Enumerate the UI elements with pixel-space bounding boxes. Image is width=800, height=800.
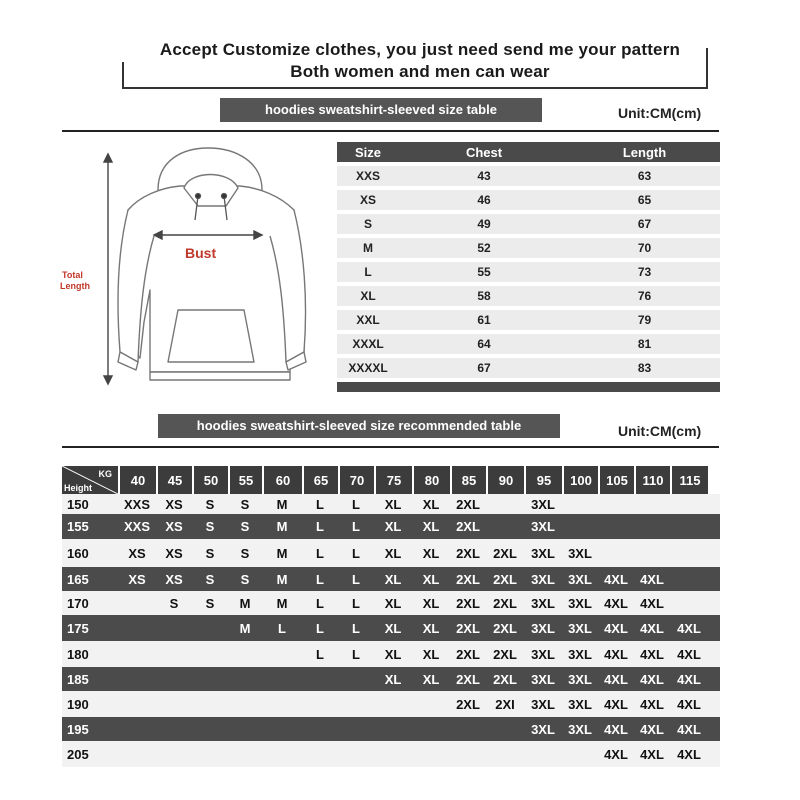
recommended-size-cell (118, 741, 156, 767)
size-table-row (337, 286, 720, 306)
recommended-size-cell (192, 641, 228, 667)
recommended-size-cell: 4XL (640, 646, 664, 662)
recommended-table-row (62, 641, 720, 667)
header-line-2: Both women and men can wear (290, 62, 550, 81)
recommended-size-cell (118, 717, 156, 741)
weight-header-cell: 110 (634, 466, 670, 494)
length-cell: 63 (637, 169, 652, 183)
recommended-size-cell: S (240, 571, 250, 587)
weight-header-cell: 95 (524, 466, 562, 494)
recommended-size-cell: 4XL (604, 571, 628, 587)
height-cell: 160 (67, 545, 89, 561)
length-cell: 76 (637, 289, 652, 303)
recommended-table-unit: Unit:CM(cm) (618, 423, 702, 439)
recommended-size-cell: S (205, 571, 215, 587)
recommended-size-cell: M (276, 545, 288, 561)
height-cell: 195 (67, 721, 89, 737)
recommended-size-cell (118, 615, 156, 641)
recommended-size-cell (156, 667, 192, 691)
recommended-size-cell (670, 514, 708, 539)
recommended-table-row (62, 717, 720, 741)
recommended-size-cell: 3XL (568, 646, 592, 662)
size-table-banner: hoodies sweatshirt-sleeved size table (220, 98, 542, 122)
size-table-row (337, 262, 720, 282)
recommended-size-cell: XXS (123, 519, 150, 534)
recommended-size-cell (228, 641, 262, 667)
height-cell: 185 (67, 671, 89, 687)
recommended-size-cell (412, 741, 450, 767)
chest-cell: 58 (477, 289, 491, 303)
recommended-size-cell: M (276, 595, 288, 611)
recommended-size-cell: 3XL (568, 545, 592, 561)
recommended-size-cell: S (240, 519, 250, 534)
total-length-label-2: Length (60, 281, 90, 291)
recommended-size-cell (634, 514, 670, 539)
recommended-size-cell: 3XL (531, 519, 555, 534)
recommended-size-cell: M (276, 571, 288, 587)
recommended-size-cell (562, 741, 598, 767)
recommended-size-cell (262, 691, 302, 717)
recommended-size-cell (486, 741, 524, 767)
size-table-footer (337, 382, 720, 392)
recommended-size-cell: L (278, 620, 286, 636)
recommended-size-cell: 2XL (456, 545, 480, 561)
recommended-table-row (62, 494, 720, 514)
weight-header-cell: 70 (338, 466, 374, 494)
recommended-size-cell (156, 641, 192, 667)
recommended-size-cell: 2XL (456, 519, 480, 534)
recommended-size-cell: 3XL (568, 620, 592, 636)
length-cell: 67 (637, 217, 652, 231)
recommended-size-cell (338, 717, 374, 741)
weight-header-cell: 80 (412, 466, 450, 494)
recommended-size-cell (670, 494, 708, 514)
recommended-size-cell: 3XL (568, 696, 592, 712)
recommended-size-cell (228, 741, 262, 767)
recommended-size-cell: XL (384, 496, 402, 512)
recommended-size-cell (486, 717, 524, 741)
chest-cell: 55 (477, 265, 491, 279)
recommended-size-cell: 2XL (456, 595, 480, 611)
recommended-size-cell (450, 717, 486, 741)
recommended-size-cell (192, 717, 228, 741)
chest-cell: 64 (477, 337, 491, 351)
recommended-size-cell: L (316, 571, 324, 587)
recommended-size-cell: 2XL (493, 646, 517, 662)
height-cell: 155 (67, 519, 89, 534)
recommended-size-cell (524, 741, 562, 767)
size-table (337, 142, 720, 392)
recommended-size-cell: 4XL (604, 746, 628, 762)
corner-kg-label: KG (98, 469, 112, 479)
recommended-size-cell (262, 741, 302, 767)
recommended-size-cell (598, 539, 634, 567)
recommended-size-cell: L (316, 595, 324, 611)
recommended-size-cell: 3XL (531, 545, 555, 561)
recommended-size-cell: XS (128, 571, 146, 587)
bust-label: Bust (185, 245, 217, 261)
recommended-size-cell (192, 667, 228, 691)
recommended-size-cell: 3XL (531, 671, 555, 687)
length-cell: 79 (637, 313, 652, 327)
recommended-size-cell: XL (422, 545, 440, 561)
recommended-size-cell: XL (422, 571, 440, 587)
weight-header-cell: 90 (486, 466, 524, 494)
recommended-size-cell (156, 615, 192, 641)
recommended-size-cell: L (352, 646, 360, 662)
recommended-size-cell: S (205, 519, 215, 534)
recommended-size-cell: XS (165, 519, 183, 534)
recommended-size-cell: M (276, 519, 288, 534)
recommended-size-cell: L (352, 620, 360, 636)
recommended-size-cell: M (239, 620, 251, 636)
recommended-size-cell (302, 717, 338, 741)
recommended-size-cell: 4XL (640, 671, 664, 687)
recommended-size-cell: XL (384, 519, 402, 534)
recommended-size-cell (670, 591, 708, 615)
recommended-size-cell: 2XL (493, 571, 517, 587)
size-cell: M (363, 241, 373, 255)
corner-height-label: Height (64, 483, 92, 493)
recommended-size-cell (338, 691, 374, 717)
recommended-size-cell: L (352, 571, 360, 587)
recommended-table (62, 466, 720, 767)
size-cell: XXXL (352, 337, 384, 351)
recommended-size-cell: 4XL (604, 671, 628, 687)
recommended-size-cell: 4XL (640, 696, 664, 712)
recommended-size-cell: XS (165, 496, 183, 512)
weight-header-cell: 50 (192, 466, 228, 494)
recommended-size-cell (118, 691, 156, 717)
recommended-size-cell: 4XL (604, 721, 628, 737)
recommended-size-cell: S (240, 545, 250, 561)
recommended-size-cell: 3XL (568, 571, 592, 587)
recommended-size-cell (598, 494, 634, 514)
size-cell: S (363, 217, 372, 231)
height-cell: 170 (67, 595, 89, 611)
recommended-size-cell: XL (384, 671, 402, 687)
length-column-header: Length (622, 144, 667, 160)
recommended-size-cell: XL (384, 595, 402, 611)
recommended-size-cell: L (352, 545, 360, 561)
table-corner-cell (62, 466, 118, 494)
recommended-size-cell: XL (384, 646, 402, 662)
recommended-size-cell (156, 717, 192, 741)
recommended-size-cell (598, 514, 634, 539)
recommended-size-cell (338, 667, 374, 691)
length-cell: 73 (637, 265, 652, 279)
recommended-size-cell: 3XL (531, 595, 555, 611)
recommended-size-cell: 3XL (568, 595, 592, 611)
recommended-size-cell: 4XL (677, 671, 701, 687)
weight-header-cell: 65 (302, 466, 338, 494)
header-bracket-bottom (122, 87, 708, 89)
weight-header-cell: 55 (228, 466, 262, 494)
recommended-size-cell: 3XL (531, 721, 555, 737)
recommended-size-cell: M (239, 595, 251, 611)
recommended-size-cell: S (205, 595, 215, 611)
recommended-size-cell: 4XL (677, 646, 701, 662)
recommended-size-cell (228, 717, 262, 741)
size-table-row (337, 190, 720, 210)
chest-cell: 61 (477, 313, 491, 327)
recommended-size-cell (374, 717, 412, 741)
hoodie-illustration (58, 140, 328, 390)
size-table-unit: Unit:CM(cm) (618, 105, 702, 121)
recommended-size-cell: L (352, 496, 360, 512)
recommended-size-cell (374, 741, 412, 767)
weight-header-cell: 115 (670, 466, 708, 494)
recommended-size-cell: 4XL (640, 721, 664, 737)
recommended-table-row (62, 514, 720, 539)
recommended-size-cell: L (316, 646, 324, 662)
recommended-size-cell: XL (384, 571, 402, 587)
recommended-size-cell (228, 667, 262, 691)
size-cell: XXXXL (348, 361, 388, 375)
size-cell: XXL (356, 313, 380, 327)
size-cell: XS (359, 193, 376, 207)
recommended-size-cell: L (316, 519, 324, 534)
recommended-size-cell: L (316, 545, 324, 561)
recommended-size-cell: XL (384, 545, 402, 561)
size-table-row (337, 310, 720, 330)
recommended-table-header (62, 466, 720, 494)
recommended-size-cell: 2XL (456, 571, 480, 587)
recommended-size-cell (262, 667, 302, 691)
weight-header-cell: 85 (450, 466, 486, 494)
section-divider-bottom (62, 446, 719, 448)
recommended-table-row (62, 667, 720, 691)
recommended-size-cell (192, 691, 228, 717)
recommended-size-cell (670, 567, 708, 591)
recommended-size-cell: L (316, 496, 324, 512)
size-table-row (337, 358, 720, 378)
height-cell: 180 (67, 646, 89, 662)
recommended-size-cell: 2XL (456, 671, 480, 687)
recommended-size-cell: 2XL (493, 595, 517, 611)
recommended-size-cell: L (352, 519, 360, 534)
recommended-size-cell (450, 741, 486, 767)
recommended-size-cell (228, 691, 262, 717)
recommended-size-cell: 4XL (640, 620, 664, 636)
recommended-size-cell: S (240, 496, 250, 512)
recommended-size-cell: L (316, 620, 324, 636)
recommended-size-cell (486, 494, 524, 514)
recommended-size-cell: 2XL (456, 620, 480, 636)
chest-cell: 67 (477, 361, 491, 375)
recommended-size-cell: 3XL (531, 646, 555, 662)
recommended-size-cell: XL (422, 646, 440, 662)
recommended-size-cell: 3XL (531, 620, 555, 636)
recommended-size-cell: 2XL (456, 496, 480, 512)
recommended-size-cell (338, 741, 374, 767)
recommended-size-cell: XS (128, 545, 146, 561)
recommended-size-cell (156, 691, 192, 717)
recommended-size-cell: 2XL (456, 696, 480, 712)
recommended-size-cell: 3XL (568, 671, 592, 687)
size-cell: L (364, 265, 372, 279)
recommended-size-cell: 2XL (456, 646, 480, 662)
recommended-size-cell (302, 741, 338, 767)
recommended-size-cell: 3XL (531, 696, 555, 712)
length-cell: 65 (637, 193, 652, 207)
recommended-table-row (62, 691, 720, 717)
recommended-size-cell (302, 691, 338, 717)
recommended-size-cell: 4XL (677, 696, 701, 712)
size-cell: XL (360, 289, 376, 303)
recommended-size-cell: S (205, 545, 215, 561)
size-cell: XXS (355, 169, 380, 183)
height-cell: 190 (67, 696, 89, 712)
recommended-size-cell: 4XL (604, 696, 628, 712)
weight-header-cell: 45 (156, 466, 192, 494)
recommended-size-cell: S (169, 595, 179, 611)
recommended-size-cell: 3XL (568, 721, 592, 737)
chest-cell: 46 (477, 193, 491, 207)
recommended-size-cell: 4XL (677, 746, 701, 762)
chest-column-header: Chest (465, 144, 503, 160)
recommended-size-cell: XL (422, 620, 440, 636)
recommended-size-cell: 4XL (677, 721, 701, 737)
recommended-size-cell: XL (384, 620, 402, 636)
chest-cell: 52 (477, 241, 491, 255)
recommended-size-cell (118, 591, 156, 615)
recommended-size-cell (634, 539, 670, 567)
size-table-row (337, 238, 720, 258)
size-table-row (337, 334, 720, 354)
recommended-size-cell (670, 539, 708, 567)
recommended-size-cell (634, 494, 670, 514)
weight-header-cell: 105 (598, 466, 634, 494)
recommended-size-cell: 3XL (531, 496, 555, 512)
recommended-size-cell (156, 741, 192, 767)
chest-cell: 49 (477, 217, 491, 231)
recommended-size-cell: 4XL (677, 620, 701, 636)
recommended-size-cell (192, 741, 228, 767)
weight-header-cell: 40 (118, 466, 156, 494)
total-length-label-1: Total (62, 270, 83, 280)
size-table-row (337, 214, 720, 234)
recommended-size-cell (562, 514, 598, 539)
recommended-size-cell (192, 615, 228, 641)
weight-header-cell: 75 (374, 466, 412, 494)
recommended-size-cell: L (352, 595, 360, 611)
height-cell: 165 (67, 571, 89, 587)
recommended-size-cell (412, 717, 450, 741)
length-cell: 70 (637, 241, 652, 255)
recommended-size-cell: S (205, 496, 215, 512)
recommended-size-cell: 4XL (640, 595, 664, 611)
recommended-size-cell: XS (165, 545, 183, 561)
recommended-size-cell (374, 691, 412, 717)
recommended-size-cell: 4XL (640, 571, 664, 587)
length-cell: 81 (637, 337, 652, 351)
recommended-size-cell: 2XL (493, 671, 517, 687)
recommended-size-cell: XXS (123, 496, 150, 512)
recommended-size-cell: 3XL (531, 571, 555, 587)
recommended-table-row (62, 741, 720, 767)
recommended-size-cell (262, 717, 302, 741)
size-table-row (337, 166, 720, 186)
recommended-size-cell (412, 691, 450, 717)
height-cell: 150 (67, 496, 89, 512)
size-table-header (337, 142, 720, 162)
recommended-table-row (62, 615, 720, 641)
height-cell: 175 (67, 620, 89, 636)
recommended-size-cell (118, 641, 156, 667)
recommended-size-cell (302, 667, 338, 691)
recommended-size-cell: 4XL (604, 595, 628, 611)
section-divider-top (62, 130, 719, 132)
chest-cell: 43 (477, 169, 491, 183)
header-line-1: Accept Customize clothes, you just need send me your pattern (159, 40, 681, 59)
recommended-size-cell: 2XL (493, 545, 517, 561)
recommended-table-row (62, 567, 720, 591)
recommended-size-cell: 4XL (604, 646, 628, 662)
recommended-size-cell: XS (165, 571, 183, 587)
recommended-size-cell: XL (422, 496, 440, 512)
weight-header-cell: 100 (562, 466, 598, 494)
recommended-size-cell: XL (422, 595, 440, 611)
hoodie-drawing (58, 140, 328, 390)
recommended-size-cell: 4XL (604, 620, 628, 636)
recommended-size-cell: M (276, 496, 288, 512)
recommended-size-cell: XL (422, 671, 440, 687)
length-cell: 83 (637, 361, 652, 375)
recommended-size-cell (262, 641, 302, 667)
recommended-size-cell: 4XL (640, 746, 664, 762)
recommended-size-cell: 2XL (493, 620, 517, 636)
recommended-size-cell (486, 514, 524, 539)
recommended-size-cell: 2XI (495, 696, 515, 712)
recommended-size-cell: XL (422, 519, 440, 534)
recommended-table-row (62, 591, 720, 615)
recommended-size-cell (118, 667, 156, 691)
size-column-header: Size (354, 144, 381, 160)
recommended-size-cell (562, 494, 598, 514)
recommended-table-row (62, 539, 720, 567)
weight-header-cell: 60 (262, 466, 302, 494)
height-cell: 205 (67, 746, 89, 762)
recommended-table-banner: hoodies sweatshirt-sleeved size recommended table (158, 414, 560, 438)
